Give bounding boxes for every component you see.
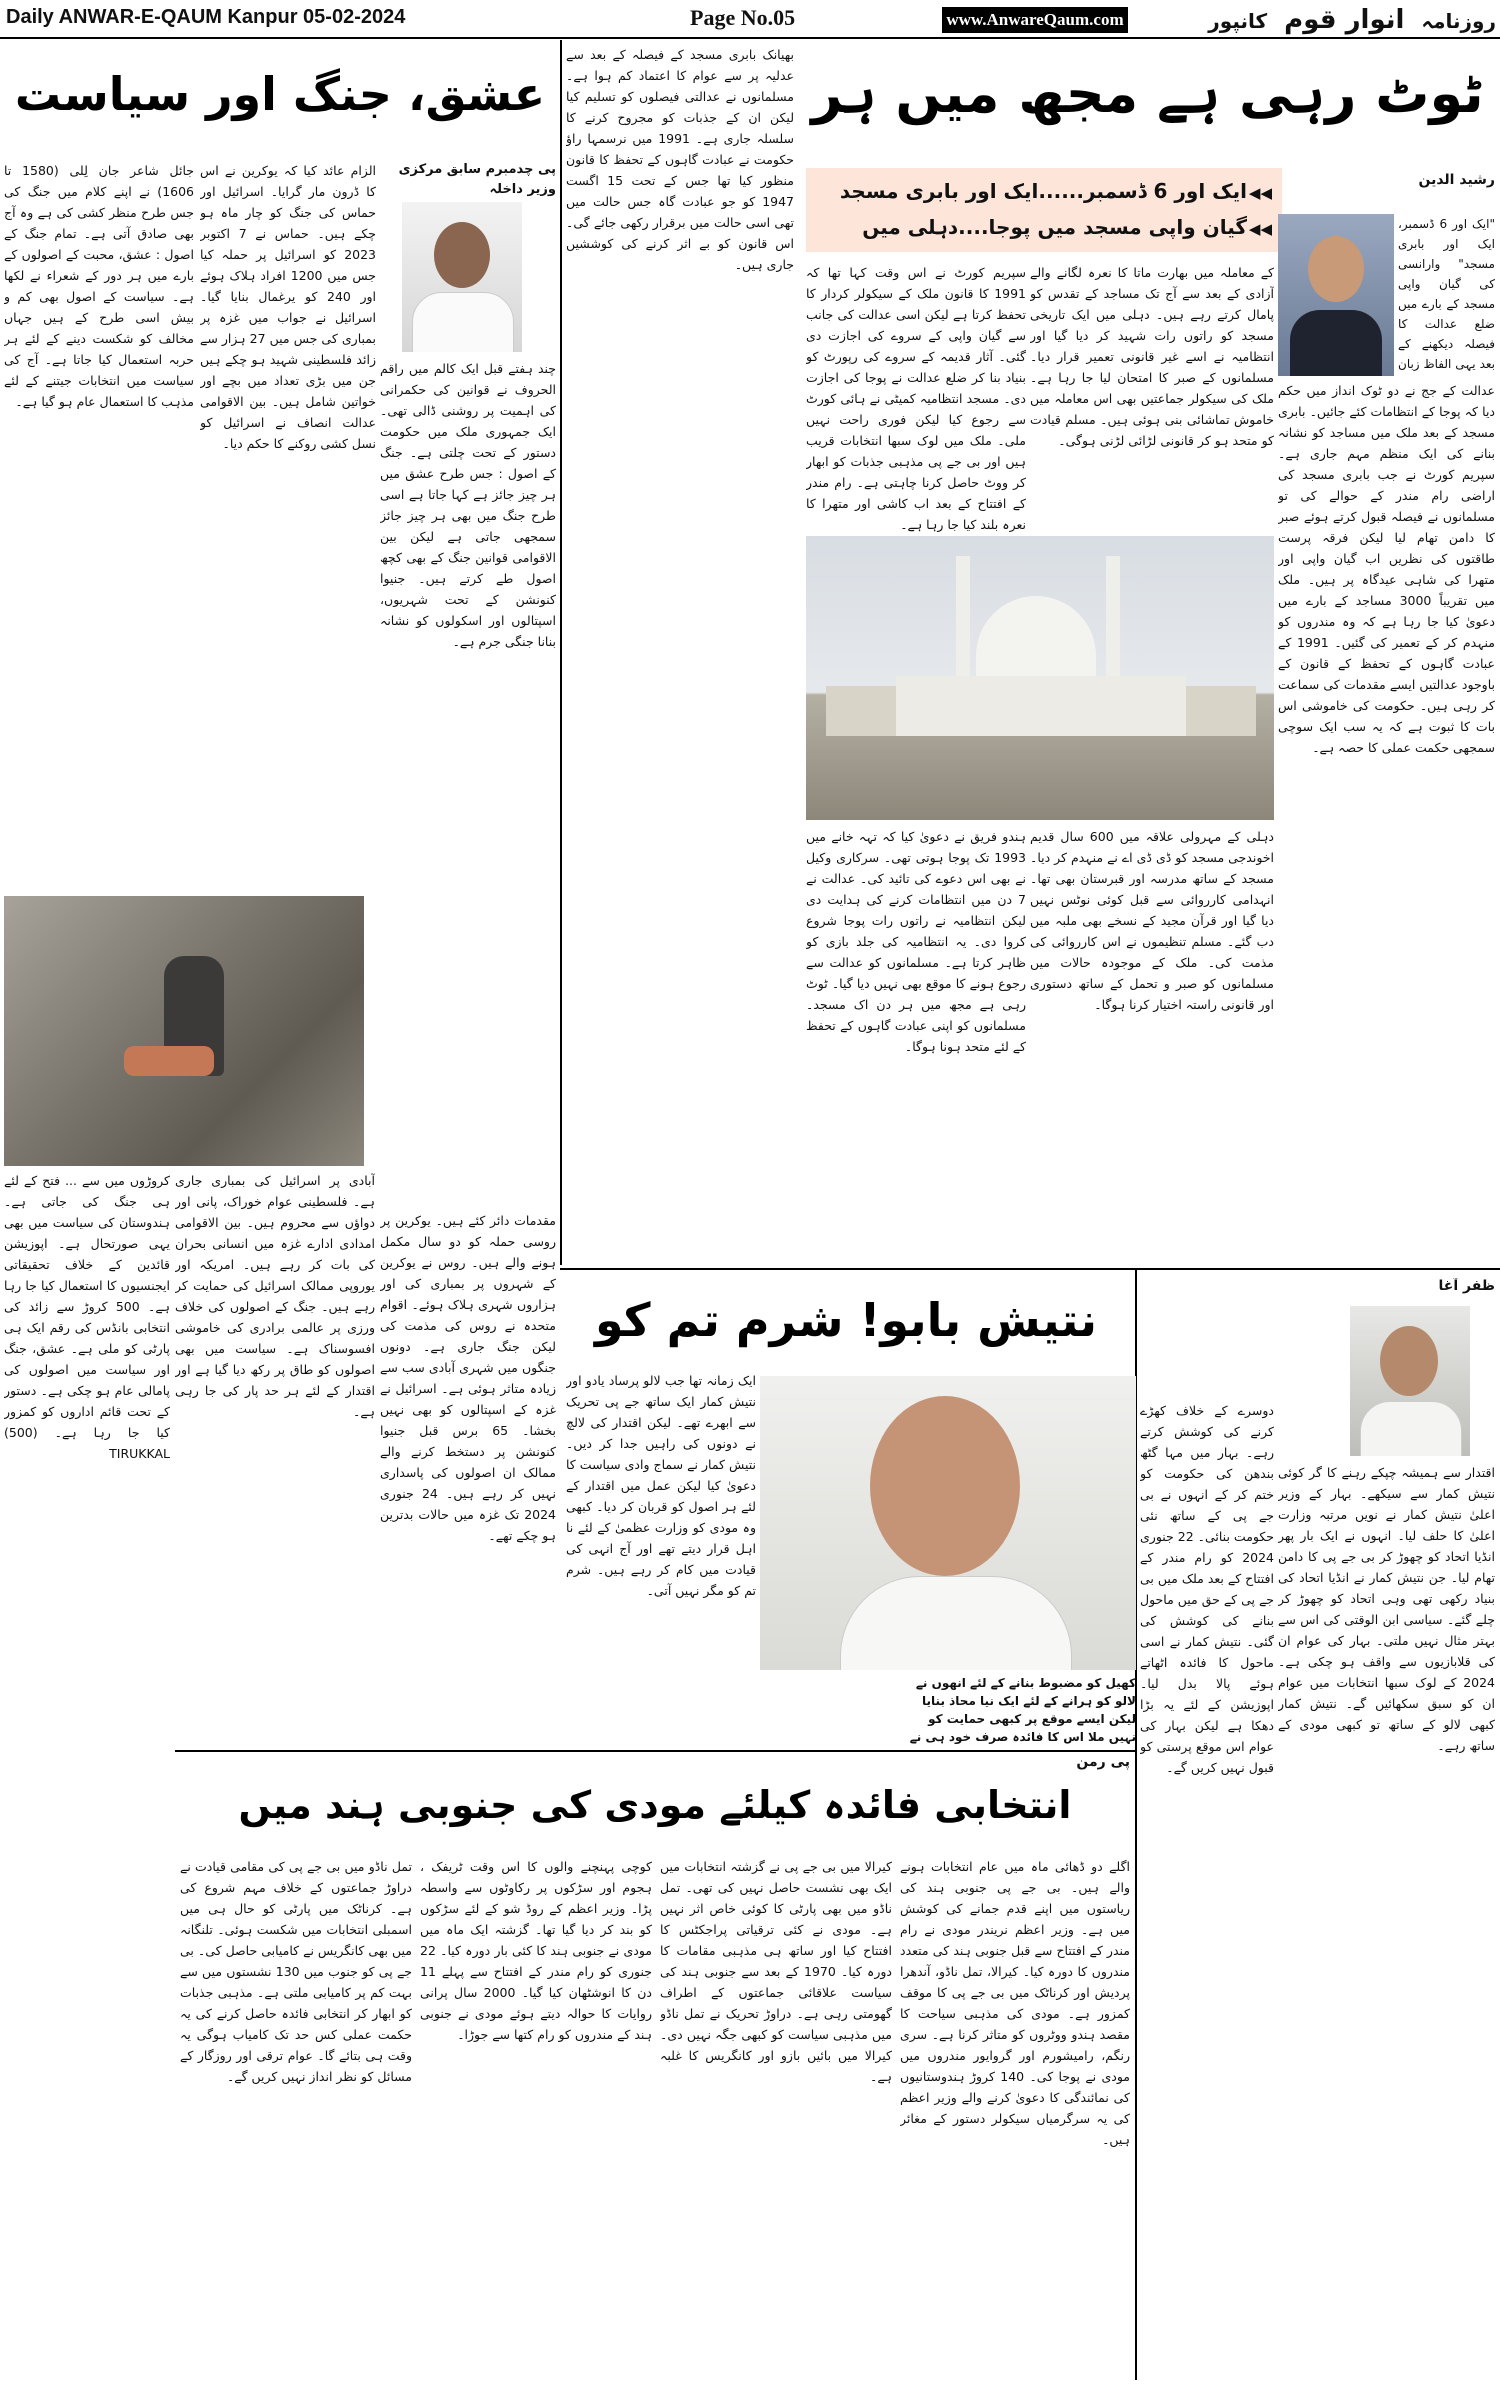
modi-col-4: تمل ناڈو میں بی جے پی کی مقامی قیادت نے دراوڑ جماعتوں کے خلاف مہم شروع کی ہے۔ کرناٹک میں پارٹی کو حال ہی میں اسمبلی انتخابات میں شکست ہوئی۔ تلنگانہ میں بھی کانگریس نے کامیابی حاصل کی۔ بی جے پی کو جنوب میں 130 نشستوں میں سے بہت کم پر کامیابی ملتی ہے۔ مذہبی جذبات کو ابھار کر انتخابی فائدہ حاصل کرنے کی یہ حکمت عملی کس حد تک کامیاب ہوگی یہ وقت ہی بتائے گا۔ عوام ترقی اور روزگار کے مسائل کو نظر انداز نہیں کریں گے۔ [180, 1859, 412, 2084]
masjid-lower-left: ہندو فریق نے دعویٰ کیا کہ تہہ خانے میں 1993 تک پوجا ہوتی تھی۔ سرکاری وکیل نے بھی اس دعوے کی تائید کی۔ عدالت نے 7 دن میں انتظامات کرنے کی ہدایت دی لیکن انتظامیہ نے راتوں رات پوجا شروع کروا دی۔ یہ انتظامیہ کی جلد بازی کو ظاہر کرتا ہے۔ مسلمانوں کو عدالت سے رجوع ہونے کا موقع بھی نہیں دیا گیا۔ ٹوٹ رہی ہے مجھ میں ہر دن اک مسجد۔ مسلمانوں کو اپنی عبادت گاہوں کے تحفظ کے لئے متحد ہونا ہوگا۔ [806, 829, 1026, 1054]
ishq-headline: عشق، جنگ اور سیاست [14, 67, 546, 121]
nitish-col-1: اقتدار سے ہمیشہ چپکے رہنے کا گر کوئی نتیش کمار سے سیکھے۔ بہار کے وزیر اعلیٰ نتیش کمار نے نویں مرتبہ وزارت اعلیٰ کا حلف لیا۔ انہوں نے ایک بار پھر انڈیا اتحاد کو چھوڑ کر بی جے پی کا دامن تھام لیا۔ جن نتیش کمار نے انڈیا اتحاد کی بنیاد رکھی تھی وہی اتحاد کو چھوڑ کر چلے گئے۔ سیاسی ابن الوقتی کی اس سے بہتر مثال نہیں ملتی۔ بہار کی عوام ان کی قلابازیوں سے واقف ہو چکی ہے۔ 2024 کے لوک سبھا انتخابات میں عوام ان کو سبق سکھائیں گے۔ نتیش کمار کبھی لالو کے ساتھ تو کبھی مودی کے ساتھ رہے۔ [1278, 1465, 1495, 1753]
nitish-byline: ظفر آغا [1438, 1278, 1495, 1294]
masjid-subhead-2: ◀◀ گیان واپی مسجد میں پوجا....دہلی میں [806, 210, 1282, 252]
nitish-col-2: دوسرے کے خلاف کھڑے کرنے کی کوشش کرتے رہے۔ بہار میں مہا گٹھ بندھن کی حکومت کو ختم کر کے انہوں نے بی جے پی کے ساتھ نئی حکومت بنائی۔ 22 جنوری 2024 کو رام مندر کے افتتاح کے بعد ملک میں بی جے پی کے حق میں ماحول بنانے کی کوشش کی گئی۔ نتیش کمار نے اسی ماحول کا فائدہ اٹھاتے ہوئے پالا بدل لیا۔ اپوزیشن کے لئے یہ بڑا دھکا ہے لیکن بہار کی عوام اس موقع پرستی کو قبول نہیں کریں گے۔ [1140, 1403, 1274, 1775]
arrow-icon: ◀◀ [1248, 184, 1272, 202]
modi-col-1: اگلے دو ڈھائی ماہ میں عام انتخابات ہونے والے ہیں۔ بی جے پی جنوبی ہند کی ریاستوں میں اپنے قدم جمانے کی کوشش میں ہے۔ وزیر اعظم نریندر مودی نے رام مندر کے افتتاح سے قبل جنوبی ہند کی متعدد مندروں کا دورہ کیا۔ کیرالا، تمل ناڈو، آندھرا پردیش اور کرناٹک میں بی جے پی کا موقف کمزور ہے۔ مودی کی مذہبی سیاحت کا مقصد ہندو ووٹروں کو متاثر کرنا ہے۔ سری رنگم، رامیشورم اور گروایور مندروں میں مودی نے پوجا کی۔ 140 کروڑ ہندوستانیوں کی نمائندگی کا دعویٰ کرنے والے وزیر اعظم کی یہ سرگرمیاں سیکولر دستور کے مغائر ہیں۔ [900, 1859, 1130, 2147]
gaza-war-photo [4, 896, 364, 1166]
masjid-subhead-1: ◀◀ ایک اور 6 ڈسمبر......ایک اور بابری مسجد [806, 168, 1282, 210]
masjid-byline: رشید الدین [1418, 172, 1495, 188]
modi-byline: پی رمن [1076, 1754, 1130, 1770]
column-rule [560, 40, 562, 1265]
modi-col-3: کوچی پہنچنے والوں کا اس وقت ٹریفک ، ہجوم اور سڑکوں پر رکاوٹوں سے واسطہ پڑا۔ وزیر اعظم کے روڈ شو کے لئے سڑکوں کو بند کر دیا گیا تھا۔ گزشتہ ایک ماہ میں مودی نے جنوبی ہند کا کئی بار دورہ کیا۔ 22 جنوری کو رام مندر کے افتتاح سے پہلے 11 دن کا انوشٹھان کیا گیا۔ 2000 سال پرانی روایات کا حوالہ دیتے ہوئے مودی نے جنوبی ہند کے مندروں کو رام کتھا سے جوڑا۔ [420, 1859, 652, 2042]
masjid-col-3: سپریم کورٹ نے اس وقت کہا تھا کہ 1991 کا قانون ملک کے سیکولر کردار کا تحفظ کرتا ہے لیکن اسی عدالت کی جانب سے گیان واپی کے سروے کی اجازت دی گئی۔ آثار قدیمہ کے سروے کی رپورٹ کو بنیاد بنا کر ضلع عدالت نے پوجا کی اجازت دی۔ مسجد انتظامیہ کمیٹی نے ہائی کورٹ سے رجوع کیا لیکن فوری راحت نہیں ملی۔ ملک میں لوک سبھا انتخابات قریب ہیں اور بی جے پی مذہبی جذبات کو ابھار کر ووٹ حاصل کرنا چاہتی ہے۔ رام مندر کے افتتاح کے بعد اب کاشی اور متھرا کا نعرہ بلند کیا جا رہا ہے۔ [806, 265, 1026, 532]
author-portrait-rasheeduddin [1278, 214, 1394, 376]
header-website-link[interactable]: www.AnwareQaum.com [942, 7, 1128, 33]
ishq-lower-col-1: مقدمات دائر کئے ہیں۔ یوکرین پر روسی حملہ کو دو سال مکمل ہونے والے ہیں۔ روس نے یوکرین کے شہروں پر بمباری کی اور ہزاروں شہری ہلاک ہوئے۔ اقوام متحدہ نے روس کی مذمت کی لیکن جنگ جاری ہے۔ دونوں جنگوں میں شہری آبادی سب سے زیادہ متاثر ہوئی ہے۔ اسرائیل نے غزہ کے اسپتالوں کو بھی نہیں بخشا۔ 65 برس قبل جنیوا کنونشن پر دستخط کرنے والے ممالک ان اصولوں کی پاسداری نہیں کر رہے ہیں۔ 24 جنوری 2024 تک غزہ میں حالات بدترین ہو چکے تھے۔ [380, 1213, 556, 1543]
modi-col-2: کیرالا میں بی جے پی نے گزشتہ انتخابات میں ایک بھی نشست حاصل نہیں کی تھی۔ تمل ناڈو میں بھی پارٹی کا کوئی خاص اثر نہیں ہے۔ مودی نے کئی ترقیاتی پراجکٹس کا افتتاح کیا اور ساتھ ہی مذہبی مقامات کا دورہ کیا۔ 1970 کے بعد سے جنوبی ہند کی سیاست علاقائی جماعتوں کے اطراف گھومتی رہی ہے۔ دراوڑ تحریک نے تمل ناڈو میں مذہبی سیاست کو کبھی جگہ نہیں دی۔ کیرالا میں بائیں بازو اور کانگریس کا غلبہ ہے۔ [660, 1859, 892, 2084]
section-rule [175, 1750, 1135, 1752]
masjid-headline: ٹوٹ رہی ہے مجھ میں ہر [811, 62, 1484, 125]
nitish-kumar-photo [760, 1376, 1136, 1670]
masjid-col-2: کے معاملہ میں بھارت ماتا کا نعرہ لگانے والے آزادی کے بعد سے آج تک مساجد کے تقدس کو پامال کرتے رہے ہیں۔ دہلی میں ایک تاریخی مسجد کو راتوں رات شہید کر دیا گیا اور انتظامیہ نے اسے غیر قانونی تعمیر قرار دیا۔ مسلمانوں کے صبر کا امتحان لیا جا رہا ہے۔ ملک کی سیکولر جماعتیں بھی اس معاملہ میں خاموش تماشائی بنی ہوئی ہیں۔ مسلم قیادت کو متحد ہو کر قانونی لڑائی لڑنی ہوگی۔ [1030, 265, 1274, 448]
ishq-col-1: الزام عائد کیا کہ یوکرین نے اس کا ڈرون مار گرایا۔ اسرائیل اور حماس کی جنگ کو چار ماہ ہو چکے ہیں۔ حماس نے 7 اکتوبر 2023 کو اسرائیل پر حملہ کیا جس میں 1200 افراد ہلاک ہوئے اور 240 کو یرغمال بنایا گیا۔ اسرائیل نے جواب میں غزہ پر بمباری کی جس میں 27 ہزار سے زائد فلسطینی شہید ہو چکے ہیں جن میں بڑی تعداد میں بچے اور خواتین شامل ہیں۔ بین الاقوامی عدالت انصاف نے اسرائیل کو نسل کشی روکنے کا حکم دیا۔ [200, 163, 376, 451]
header-paper-name: Daily ANWAR-E-QAUM Kanpur 05-02-2024 [6, 6, 406, 28]
gyanvapi-mosque-photo [806, 536, 1274, 820]
ishq-col-1b [200, 614, 376, 894]
nitish-headline: نتیش بابو! شرم تم کو [594, 1293, 1098, 1347]
nitish-col-3: ایک زمانہ تھا جب لالو پرساد یادو اور نتیش کمار ایک ساتھ جے پی تحریک سے ابھرے تھے۔ لیکن اقتدار کی لالچ نے دونوں کی راہیں جدا کر دیں۔ نتیش کمار نے سماج وادی سیاست کا دعویٰ کیا لیکن عمل میں اقتدار کے لئے ہر اصول کو قربان کر دیا۔ کبھی وہ مودی کو وزارت عظمیٰ کے لئے نا اہل قرار دیتے تھے اور آج انہی کی قیادت میں کام کر رہے ہیں۔ شرم تم کو مگر نہیں آتی۔ [566, 1373, 756, 1598]
header-masthead [1160, 5, 1496, 35]
ishq-lower-col-3: کروڑوں میں سے ... فتح کے لئے ہی جنگ کی جاتی ہے۔ ہندوستان کی سیاست میں بھی یہی صورتحال ہے۔ اپوزیشن قائدین کے خلاف تحقیقاتی ایجنسیوں کا استعمال کیا جا رہا ہے۔ 500 کروڑ سے زائد کی انتخابی بانڈس کی رقم ایک ہی پارٹی کو ملی ہے۔ عشق، جنگ اور سیاست میں اصولوں کی پامالی عام ہو چکی ہے۔ دستور کے تحت قائم اداروں کو کمزور کیا جا رہا ہے۔ (500) TIRUKKAL [4, 1173, 170, 1461]
ishq-lower-col-2: آبادی پر اسرائیل کی بمباری جاری ہے۔ فلسطینی عوام خوراک، پانی اور دواؤں سے محروم ہیں۔ بین الاقوامی امدادی ادارے غزہ میں انسانی بحران کی بات کر رہے ہیں۔ امریکہ اور یوروپی ممالک اسرائیل کی حمایت کر رہے ہیں۔ جنگ کے اصولوں کی خلاف ورزی پر عالمی برادری کی خاموشی افسوسناک ہے۔ سیاست میں بھی اصولوں کو طاق پر رکھ دیا گیا ہے اور اقتدار کے لئے ہر حد پار کی جا رہی ہے۔ [175, 1173, 375, 1419]
masjid-lower-right: دہلی کے مہرولی علاقہ میں 600 سال قدیم اخوندجی مسجد کو ڈی ڈی اے نے منہدم کر دیا۔ مسجد کے ساتھ مدرسہ اور قبرستان بھی تھا۔ انہدامی کارروائی سے قبل کوئی نوٹس نہیں دیا گیا اور قرآن مجید کے نسخے بھی ملبہ میں دب گئے۔ مسلم تنظیموں نے اس کارروائی کی مذمت کی۔ ملک کے موجودہ حالات میں مسلمانوں کو صبر و تحمل کے ساتھ دستوری اور قانونی راستہ اختیار کرنا ہوگا۔ [1030, 829, 1274, 1012]
header-city: کانپور [1208, 9, 1268, 33]
header-title: انوارِ قوم [1284, 5, 1405, 35]
ishq-col-2: چند ہفتے قبل ایک کالم میں راقم الحروف نے قوانین کی حکمرانی کی اہمیت پر روشنی ڈالی تھی۔ ایک جمہوری ملک میں حکومت دستور کے تحت چلتی ہے۔ جنگ کے اصول : جس طرح عشق میں ہر چیز جائز ہے کہا جاتا ہے اسی طرح جنگ میں بھی ہر چیز جائز سمجھی جاتی ہے لیکن بین الاقوامی قوانین جنگ کے بھی کچھ اصول طے کرتے ہیں۔ جنیوا کنونشن کے تحت شہریوں، اسپتالوں اور اسکولوں کو نشانہ بنانا جنگی جرم ہے۔ [380, 361, 556, 649]
ishq-col-3: جائل شاعر جان لِلی (1580 تا 1606) نے اپنے کلام میں جنگ کی جس طرح منظر کشی کی ہے وہ آج بھی صادق آتی ہے۔ تمام جنگ کے اصول : عشق، محبت کے اصولوں کے بارے میں ہر دور کے شعراء نے لکھا ہے۔ سیاست کے اصول بھی کم و بیش اسی طرح کے ہیں جہاں مخالف کو شکست دینے کے لئے ہر حربہ استعمال کیا جاتا ہے۔ آج کی سیاست میں انتخابات جیتنے کے لئے مذہب کا استعمال عام ہو گیا ہے۔ [4, 163, 194, 409]
masjid-intro: "ایک اور 6 ڈسمبر، ایک اور بابری مسجد" وارانسی کی گیان واپی مسجد کے بارے میں ضلع عدالت کا فیصلہ دیکھنے کے بعد یہی الفاظ زبان [1398, 217, 1495, 371]
modi-headline: انتخابی فائدہ کیلئے مودی کی جنوبی ہند میں [238, 1783, 1072, 1827]
masjid-subheads [806, 168, 1282, 252]
masjid-col-4: بھیانک بابری مسجد کے فیصلہ کے بعد سے عدلیہ پر سے عوام کا اعتماد کم ہوا ہے۔ مسلمانوں نے عدالتی فیصلوں کو تسلیم کیا لیکن ان کے جذبات کو مجروح کرنے کا سلسلہ جاری ہے۔ 1991 میں نرسمہا راؤ حکومت نے عبادت گاہوں کے تحفظ کا قانون منظور کیا تھا جس کے تحت 15 اگست 1947 کو جو عبادت گاہ جس حالت میں تھی اسی حالت میں برقرار رکھی جائے گی۔ اس قانون کو بے اثر کرنے کی کوششیں جاری ہیں۔ [566, 47, 794, 272]
header-label: روزنامہ [1421, 9, 1496, 33]
header-rule [0, 37, 1500, 39]
header-page-number: Page No.05 [690, 5, 796, 30]
arrow-icon: ◀◀ [1248, 220, 1272, 238]
nitish-photo-caption: کھیل کو مضبوط بنانے کے لئے انھوں نے لالو کو ہرانے کے لئے ایک نیا محاذ بنایا لیکن ایسے موقع پر کبھی حمایت کو نہیں ملا اس کا فائدہ صرف خود ہی نے [909, 1676, 1136, 1744]
masjid-col-1: عدالت کے جج نے دو ٹوک انداز میں حکم دیا کہ پوجا کے انتظامات کئے جائیں۔ بابری مسجد کے بعد ملک میں مساجد کو نشانہ بنانے کی ایک منظم مہم جاری ہے۔ سپریم کورٹ نے جب بابری مسجد کی اراضی رام مندر کے حوالے کی تو مسلمانوں نے فیصلہ قبول کرتے ہوئے صبر کا دامن تھام لیا لیکن فرقہ پرست طاقتوں کی نظریں اب گیان واپی اور متھرا کی شاہی عیدگاہ پر ہیں۔ ملک میں تقریباً 3000 مساجد کے بارے میں دعویٰ کیا جا رہا ہے کہ وہ مندروں کو منہدم کر کے تعمیر کی گئیں۔ 1991 کے عبادت گاہوں کے تحفظ کے قانون کے باوجود عدالتیں ایسے مقدمات کی سماعت کر رہی ہیں۔ حکومت کی خاموشی اس بات کا ثبوت ہے کہ یہ سب ایک سوچی سمجھی حکمت عملی کا حصہ ہے۔ [1278, 383, 1495, 755]
author-portrait-chidambaram [402, 202, 522, 352]
author-portrait-zafar-agha [1350, 1306, 1470, 1456]
section-rule [560, 1268, 1500, 1270]
ishq-byline: پی چدمبرم سابق مرکزی وزیر داخلہ [398, 162, 556, 197]
